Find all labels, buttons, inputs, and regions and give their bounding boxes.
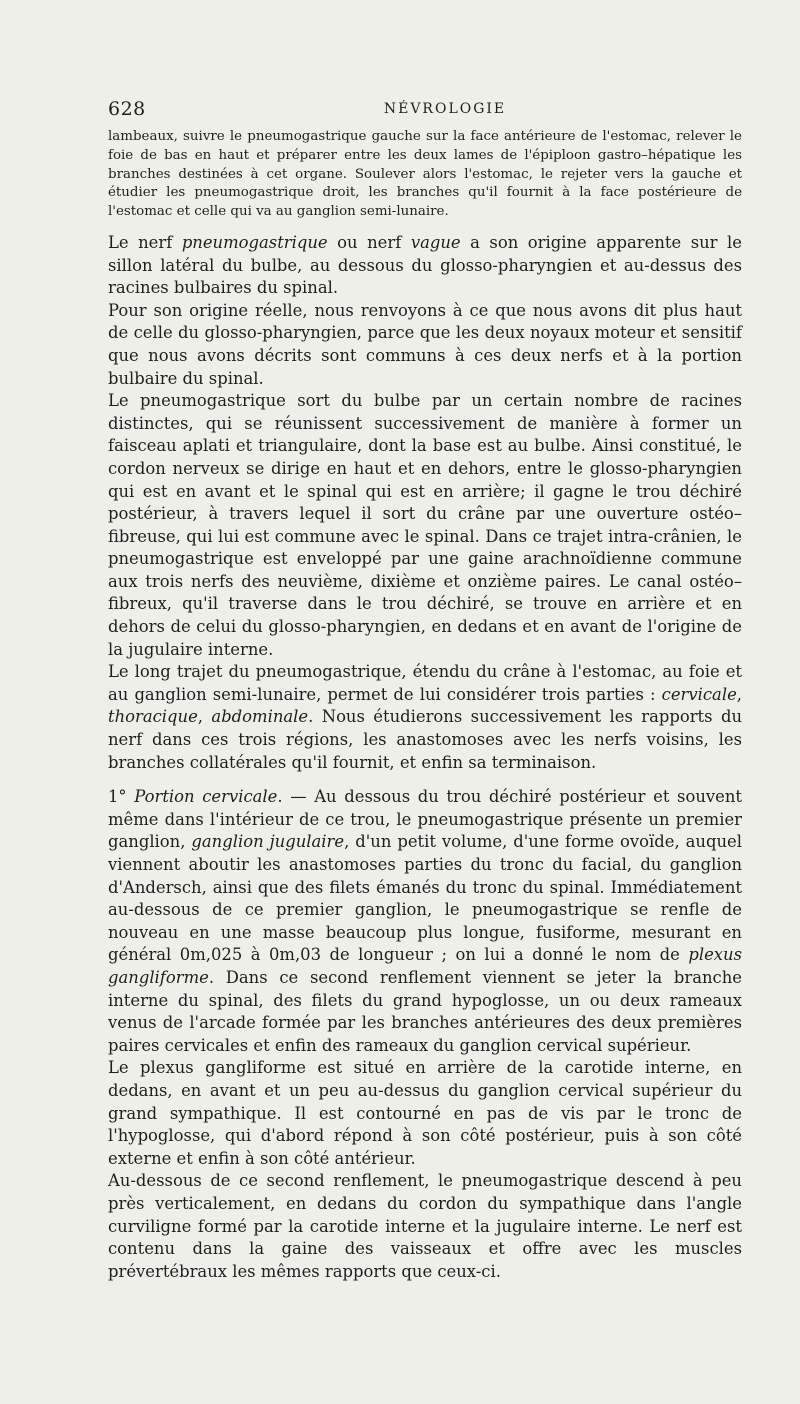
term-thoracique: thoracique (108, 707, 198, 727)
page-number: 628 (108, 98, 146, 120)
text-run: Le long trajet du pneumogastrique, étendu du crâne à l'estomac, au foie et au ganglion semi-lunaire, permet de lui considérer trois parties : (108, 662, 742, 704)
paragraph-plexus-position: Le plexus gangliforme est situé en arrière de la carotide interne, en dedans, en avant et un peu au-dessus du ganglion cervical supérieur du grand sympathique. Il est contourné en pas de vis par le tronc de l'hypoglosse, qui d'abord répond à son côté postérieur, puis à son côté externe et enfin à son côté antérieur. (108, 1058, 742, 1168)
text-run: ou nerf (327, 232, 411, 252)
paragraph-exit: Le pneumogastrique sort du bulbe par un certain nombre de racines distinctes, qui se réunissent successivement de manière à former un faisceau aplati et triangulaire, dont la base est au bulbe. Ainsi constitué, le cordon nerveux se dirige en haut et en dehors, entre le glosso-pharyngien qui est en avant et le spinal qui est en arrière; il gagne le trou déchiré postérieur, à travers lequel il sort du crâne par une ouverture ostéo–fibreuse, qui lui est commune avec le spinal. Dans ce trajet intra-crânien, le pneumogastrique est enveloppé par une gaine arachnoïdienne commune aux trois nerfs des neuvième, dixième et onzième paires. Le canal ostéo–fibreux, qu'il traverse dans le trou déchiré, se trouve en arrière et en dehors de celui du glosso-pharyngien, en dedans et en avant de l'origine de la jugulaire interne. (108, 391, 742, 659)
text-run: a son origine apparente sur le sillon latéral du bulbe, au dessous du glosso-pharyngien et au-dessus des racines bulbaires du spinal. (108, 232, 742, 298)
paragraph-parts (108, 661, 742, 774)
term-abdominale: abdominale (211, 707, 309, 727)
text-run: Le nerf (108, 232, 182, 252)
paragraph-descent: Au-dessous de ce second renflement, le pneumogastrique descend à peu près verticalement, en dedans du cordon du sympathique dans l'angle curviligne formé par la carotide interne et la jugulaire interne. Le nerf est contenu dans la gaine des vaisseaux et offre avec les muscles prévertébraux les mêmes rapports que ceux-ci. (108, 1171, 742, 1281)
term-vague: vague (410, 232, 461, 252)
text-run: . Dans ce second renflement viennent se jeter la branche interne du spinal, des filets du grand hypoglosse, un ou deux rameaux venus de l'arcade formée par les branches antérieures des deux premières paires cervicales et enfin des rameaux du ganglion cervical supérieur. (108, 967, 742, 1055)
term-ganglion-jugulaire: ganglion jugulaire (191, 832, 345, 852)
paragraph-real-origin: Pour son origine réelle, nous renvoyons à ce que nous avons dit plus haut de celle du glosso-pharyngien, parce que les deux noyaux moteur et sensitif que nous avons décrits sont communs à ces deux nerfs et à la portion bulbaire du spinal. (108, 300, 742, 388)
body-text (108, 232, 742, 1283)
text-run: , (197, 707, 212, 727)
text-run: . Nous étudierons successivement les rapports du nerf dans ces trois régions, les anastomoses avec les nerfs voisins, les branches collatérales qu'il fournit, et enfin sa terminaison. (108, 707, 743, 772)
page-header (108, 98, 742, 128)
paragraph-origin (108, 232, 742, 300)
paragraph-cervical-portion (108, 786, 742, 1057)
term-pneumogastrique: pneumogastrique (181, 232, 328, 252)
section-title: Portion cervicale (134, 787, 278, 807)
term-cervicale: cervicale (661, 684, 737, 704)
section-gap (108, 774, 742, 786)
text-run: . — Au dessous du trou déchiré postérieur et souvent même dans l'intérieur de ce trou, le pneumogastrique présente un premier ganglion, (108, 787, 742, 852)
text-run: , d'un petit volume, d'une forme ovoïde, auquel viennent aboutir les anastomoses parties du tronc du facial, du ganglion d'Andersch, ainsi que des filets émanés du tronc du spinal. Immédiatement au-dessous de ce premier ganglion, le pneumogastrique se renfle de nouveau en une masse beaucoup plus longue, fusiforme, mesurant en général 0m,025 à 0m,03 de longueur ; on lui a donné le nom de (108, 832, 742, 965)
book-page (0, 98, 800, 1404)
running-head: NÉVROLOGIE (383, 101, 507, 117)
intro-paragraph: lambeaux, suivre le pneumogastrique gauche sur la face antérieure de l'estomac, relever le foie de bas en haut et préparer entre les deux lames de l'épiploon gastro–hépatique les branches destinées à cet organe. Soulever alors l'estomac, le rejeter vers la gauche et étudier les pneumogastrique droit, les branches qu'il fournit à la face postérieure de l'estomac et celle qui va au ganglion semi-lunaire. (108, 129, 742, 220)
term-plexus-gangliforme: plexus gangliforme (108, 945, 742, 987)
text-run: , (736, 684, 742, 704)
section-number: 1° (108, 787, 135, 807)
